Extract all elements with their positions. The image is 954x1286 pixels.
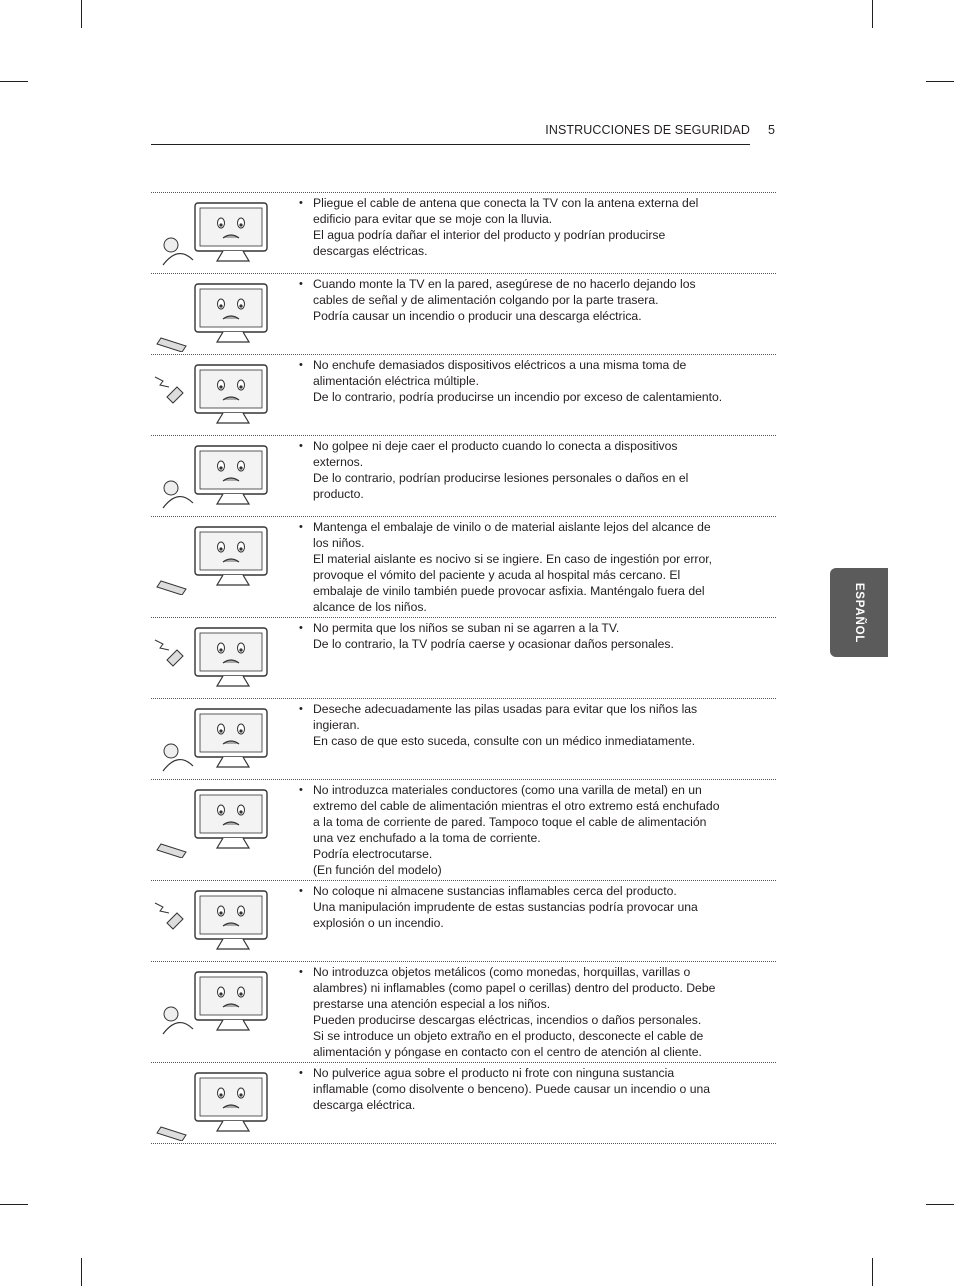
child-hitting-tv-icon: [153, 438, 288, 514]
crop-mark: [0, 81, 28, 82]
bullet-icon: •: [299, 703, 303, 715]
safety-item-text: [299, 358, 759, 406]
crop-mark: [81, 1258, 82, 1286]
bullet-icon: •: [299, 197, 303, 209]
wall-mount-cables-icon: [153, 276, 288, 352]
safety-item-line: a la toma de corriente de pared. Tampoco toque el cable de alimentación: [313, 814, 707, 829]
bullet-icon: •: [299, 784, 303, 796]
safety-item-line: alambres) ni inflamables (como papel o cerillas) dentro del producto. Debe: [313, 980, 716, 995]
safety-item-text: [299, 884, 759, 932]
safety-item-text: [299, 965, 759, 1060]
safety-item-line: No enchufe demasiados dispositivos eléctricos a una misma toma de: [313, 358, 687, 372]
safety-item: [151, 355, 776, 436]
safety-item-line: Podría causar un incendio o producir una descarga eléctrica.: [313, 308, 642, 323]
crop-mark: [0, 1204, 28, 1205]
child-batteries-icon: [153, 701, 288, 777]
safety-item: [151, 1063, 776, 1144]
safety-item-line: No pulverice agua sobre el producto ni frote con ninguna sustancia: [313, 1066, 675, 1080]
safety-item-line: El agua podría dañar el interior del producto y podrían producirse: [313, 227, 666, 242]
safety-item-line: Si se introduce un objeto extraño en el producto, desconecte el cable de: [313, 1028, 704, 1043]
safety-item-line: descargas eléctricas.: [313, 243, 428, 258]
safety-item-line: No introduzca materiales conductores (como una varilla de metal) en un: [313, 783, 702, 797]
flammable-substances-icon: [153, 883, 288, 959]
safety-item-line: Pliegue el cable de antena que conecta la TV con la antena externa del: [313, 196, 699, 210]
safety-item: [151, 436, 776, 517]
safety-item-line: alimentación eléctrica múltiple.: [313, 373, 479, 388]
safety-item-line: Podría electrocutarse.: [313, 846, 433, 861]
bullet-icon: •: [299, 440, 303, 452]
safety-item-line: provoque el vómito del paciente y acuda al hospital más cercano. El: [313, 567, 681, 582]
safety-item-line: El material aislante es nocivo si se ingiere. En caso de ingestión por error,: [313, 551, 713, 566]
safety-item-line: No introduzca objetos metálicos (como monedas, horquillas, varillas o: [313, 965, 691, 979]
safety-item-text: [299, 1066, 759, 1114]
safety-item: [151, 881, 776, 962]
safety-item-line: Una manipulación imprudente de estas sustancias podría provocar una: [313, 899, 698, 914]
safety-item-line: Pueden producirse descargas eléctricas, incendios o daños personales.: [313, 1012, 702, 1027]
child-climbing-tv-icon: [153, 620, 288, 696]
safety-item-line: No golpee ni deje caer el producto cuando lo conecta a dispositivos: [313, 439, 678, 453]
safety-item-line: alimentación y póngase en contacto con el centro de atención al cliente.: [313, 1044, 702, 1059]
metal-rod-outlet-icon: [153, 782, 288, 858]
safety-item-line: Mantenga el embalaje de vinilo o de material aislante lejos del alcance de: [313, 520, 711, 534]
safety-item-line: una vez enchufado a la toma de corriente.: [313, 830, 541, 845]
bullet-icon: •: [299, 278, 303, 290]
safety-item-line: Cuando monte la TV en la pared, asegúrese de no hacerlo dejando los: [313, 277, 696, 291]
water-spray-icon: [153, 1065, 288, 1141]
safety-item-line: De lo contrario, podrían producirse lesiones personales o daños en el: [313, 470, 689, 485]
safety-item-line: embalaje de vinilo también puede provocar asfixia. Manténgalo fuera del: [313, 583, 705, 598]
bullet-icon: •: [299, 1067, 303, 1079]
crop-mark: [926, 1204, 954, 1205]
header-divider: [151, 144, 750, 145]
safety-item: [151, 517, 776, 618]
bullet-icon: •: [299, 622, 303, 634]
safety-item-text: [299, 196, 759, 260]
child-plastic-bag-icon: [153, 519, 288, 595]
language-tab-label: ESPAÑOL: [853, 582, 865, 643]
safety-item: [151, 962, 776, 1063]
safety-item: [151, 699, 776, 780]
metal-objects-icon: [153, 964, 288, 1040]
safety-item-line: descarga eléctrica.: [313, 1097, 416, 1112]
safety-item-line: inflamable (como disolvente o benceno). Puede causar un incendio o una: [313, 1081, 711, 1096]
crop-mark: [926, 81, 954, 82]
safety-item-line: edificio para evitar que se moje con la lluvia.: [313, 211, 553, 226]
bullet-icon: •: [299, 885, 303, 897]
crop-mark: [872, 0, 873, 28]
antenna-house-icon: [153, 195, 288, 271]
safety-item-line: De lo contrario, podría producirse un incendio por exceso de calentamiento.: [313, 389, 723, 404]
bullet-icon: •: [299, 359, 303, 371]
page-header-title: INSTRUCCIONES DE SEGURIDAD: [545, 123, 750, 137]
safety-item-line: explosión o un incendio.: [313, 915, 444, 930]
safety-item-text: [299, 702, 759, 750]
safety-item: [151, 780, 776, 881]
language-tab: [830, 568, 888, 657]
safety-item: [151, 274, 776, 355]
safety-item-line: prestarse una atención especial a los niños.: [313, 996, 551, 1011]
safety-item-line: De lo contrario, la TV podría caerse y ocasionar daños personales.: [313, 636, 674, 651]
safety-item-text: [299, 621, 759, 653]
safety-item: [151, 193, 776, 274]
bullet-icon: •: [299, 966, 303, 978]
bullet-icon: •: [299, 521, 303, 533]
safety-item-text: [299, 277, 759, 325]
crop-mark: [81, 0, 82, 28]
safety-item-line: (En función del modelo): [313, 862, 442, 877]
safety-item-line: alcance de los niños.: [313, 599, 427, 614]
safety-item: [151, 618, 776, 699]
overloaded-outlet-icon: [153, 357, 288, 433]
crop-mark: [872, 1258, 873, 1286]
safety-item-line: cables de señal y de alimentación colgando por la parte trasera.: [313, 292, 659, 307]
safety-item-line: ingieran.: [313, 717, 360, 732]
safety-item-line: No coloque ni almacene sustancias inflamables cerca del producto.: [313, 884, 677, 898]
safety-item-line: No permita que los niños se suban ni se agarren a la TV.: [313, 621, 620, 635]
safety-item-line: extremo del cable de alimentación mientras el otro extremo está enchufado: [313, 798, 720, 813]
safety-item-text: [299, 439, 759, 503]
page-number: 5: [768, 123, 775, 137]
safety-item-text: [299, 520, 759, 615]
safety-item-line: Deseche adecuadamente las pilas usadas para evitar que los niños las: [313, 702, 698, 716]
safety-item-line: los niños.: [313, 535, 365, 550]
safety-item-line: producto.: [313, 486, 364, 501]
safety-instructions-list: [151, 192, 776, 1144]
safety-item-line: En caso de que esto suceda, consulte con un médico inmediatamente.: [313, 733, 696, 748]
safety-item-text: [299, 783, 759, 878]
safety-item-line: externos.: [313, 454, 364, 469]
